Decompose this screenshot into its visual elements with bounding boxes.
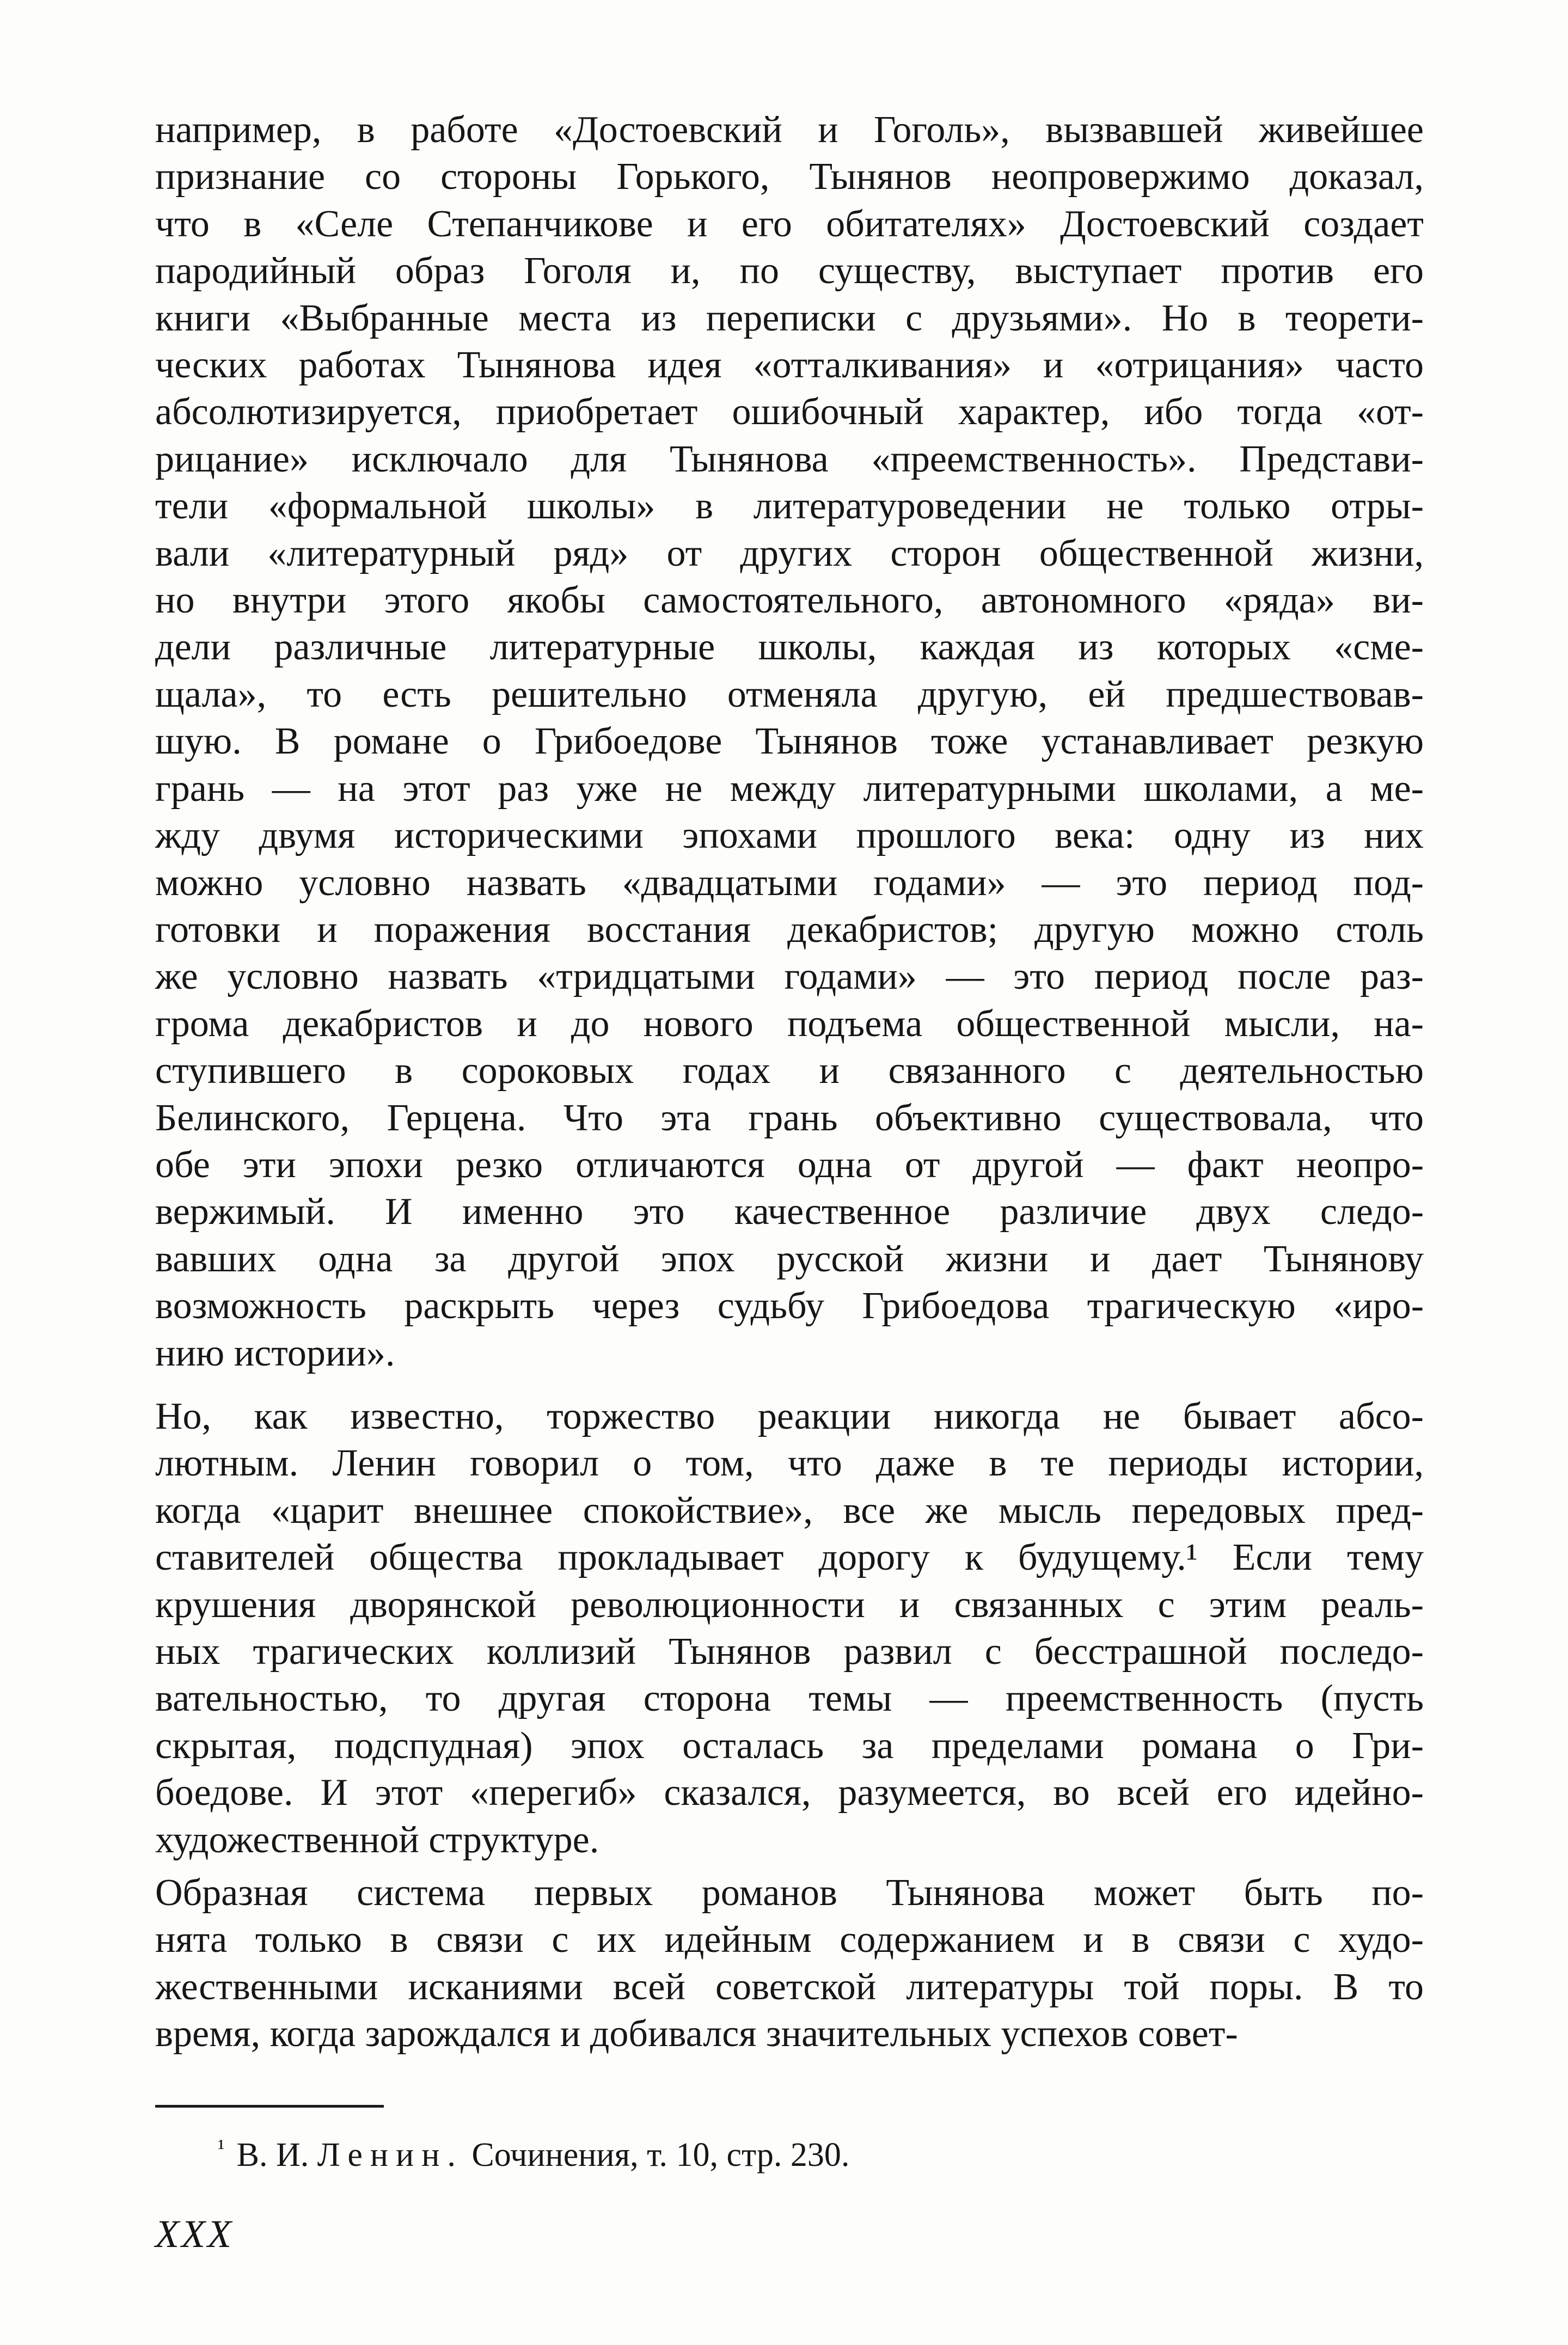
- text-line: Образная система первых романов Тынянова может быть по-: [155, 1872, 1424, 1914]
- text-line: щала», то есть решительно отменяла другую, ей предшествовав-: [155, 673, 1424, 715]
- text-line: обе эти эпохи резко отличаются одна от другой — факт неопро-: [155, 1143, 1424, 1186]
- footnote-mark: ¹: [218, 2135, 225, 2160]
- text-line: вавших одна за другой эпох русской жизни и дает Тынянову: [155, 1238, 1424, 1280]
- text-line: ставителей общества прокладывает дорогу к будущему.¹ Если тему: [155, 1536, 1424, 1579]
- text-line: признание со стороны Горького, Тынянов неопровержимо доказал,: [155, 156, 1424, 198]
- footnote-source: Сочинения, т. 10, стр. 230.: [471, 2136, 850, 2173]
- text-line: же условно назвать «тридцатыми годами» — это период после раз-: [155, 956, 1424, 998]
- text-line: вержимый. И именно это качественное различие двух следо-: [155, 1191, 1424, 1233]
- footnote-author-initials: В. И.: [236, 2136, 309, 2173]
- text-line: крушения дворянской революционности и связанных с этим реаль-: [155, 1583, 1424, 1626]
- text-line: Белинского, Герцена. Что эта грань объективно существовала, что: [155, 1097, 1424, 1139]
- text-line: время, когда зарождался и добивался значительных успехов совет-: [155, 2013, 1238, 2055]
- paragraph-2: [155, 1393, 1424, 1864]
- text-line: например, в работе «Достоевский и Гоголь», вызвавшей живейшее: [155, 109, 1424, 151]
- text-line: шую. В романе о Грибоедове Тынянов тоже устанавливает резкую: [155, 720, 1424, 763]
- text-line: грома декабристов и до нового подъема общественной мысли, на-: [155, 1002, 1424, 1045]
- paragraph-3: [155, 1870, 1424, 2058]
- text-line: художественной структуре.: [155, 1819, 599, 1861]
- text-line: жду двумя историческими эпохами прошлого века: одну из них: [155, 815, 1424, 857]
- footnote: [218, 2126, 849, 2177]
- text-line: что в «Селе Степанчикове и его обитателях» Достоевский создает: [155, 203, 1424, 245]
- text-line: тели «формальной школы» в литературоведении не только отры-: [155, 485, 1424, 528]
- text-line: жественными исканиями всей советской литературы той поры. В то: [155, 1966, 1424, 2008]
- text-line: можно условно назвать «двадцатыми годами» — это период под-: [155, 861, 1424, 904]
- text-line: дели различные литературные школы, каждая из которых «сме-: [155, 626, 1424, 669]
- text-line: ступившего в сороковых годах и связанного с деятельностью: [155, 1050, 1424, 1092]
- footnote-divider: [155, 2105, 384, 2108]
- text-line: боедове. И этот «перегиб» сказался, разумеется, во всей его идейно-: [155, 1772, 1424, 1814]
- text-line: пародийный образ Гоголя и, по существу, выступает против его: [155, 250, 1424, 292]
- page-number: XXX: [155, 2212, 234, 2256]
- paragraph-1: [155, 107, 1424, 1377]
- text-line: книги «Выбранные места из переписки с друзьями». Но в теорети-: [155, 297, 1424, 339]
- text-line: Но, как известно, торжество реакции никогда не бывает абсо-: [155, 1395, 1424, 1437]
- text-line: абсолютизируется, приобретает ошибочный характер, ибо тогда «от-: [155, 391, 1424, 433]
- text-line: готовки и поражения восстания декабристов; другую можно столь: [155, 908, 1424, 951]
- text-line: нята только в связи с их идейным содержанием и в связи с худо-: [155, 1919, 1424, 1961]
- text-line: лютным. Ленин говорил о том, что даже в те периоды истории,: [155, 1442, 1424, 1485]
- text-line: нию истории».: [155, 1332, 395, 1374]
- text-line: когда «царит внешнее спокойствие», все же мысль передовых пред-: [155, 1489, 1424, 1532]
- text-line: ных трагических коллизий Тынянов развил с бесстрашной последо-: [155, 1631, 1424, 1673]
- text-line: рицание» исключало для Тынянова «преемственность». Представи-: [155, 438, 1424, 480]
- text-line: вательностью, то другая сторона темы — преемственность (пусть: [155, 1677, 1424, 1720]
- text-line: вали «литературный ряд» от других сторон общественной жизни,: [155, 532, 1424, 574]
- text-line: скрытая, подспудная) эпох осталась за пределами романа о Гри-: [155, 1724, 1424, 1767]
- text-line: грань — на этот раз уже не между литературными школами, а ме-: [155, 767, 1424, 810]
- footnote-author-name: Ленин.: [317, 2136, 463, 2173]
- text-line: но внутри этого якобы самостоятельного, автономного «ряда» ви-: [155, 579, 1424, 622]
- text-line: ческих работах Тынянова идея «отталкивания» и «отрицания» часто: [155, 344, 1424, 387]
- text-line: возможность раскрыть через судьбу Грибоедова трагическую «иро-: [155, 1285, 1424, 1327]
